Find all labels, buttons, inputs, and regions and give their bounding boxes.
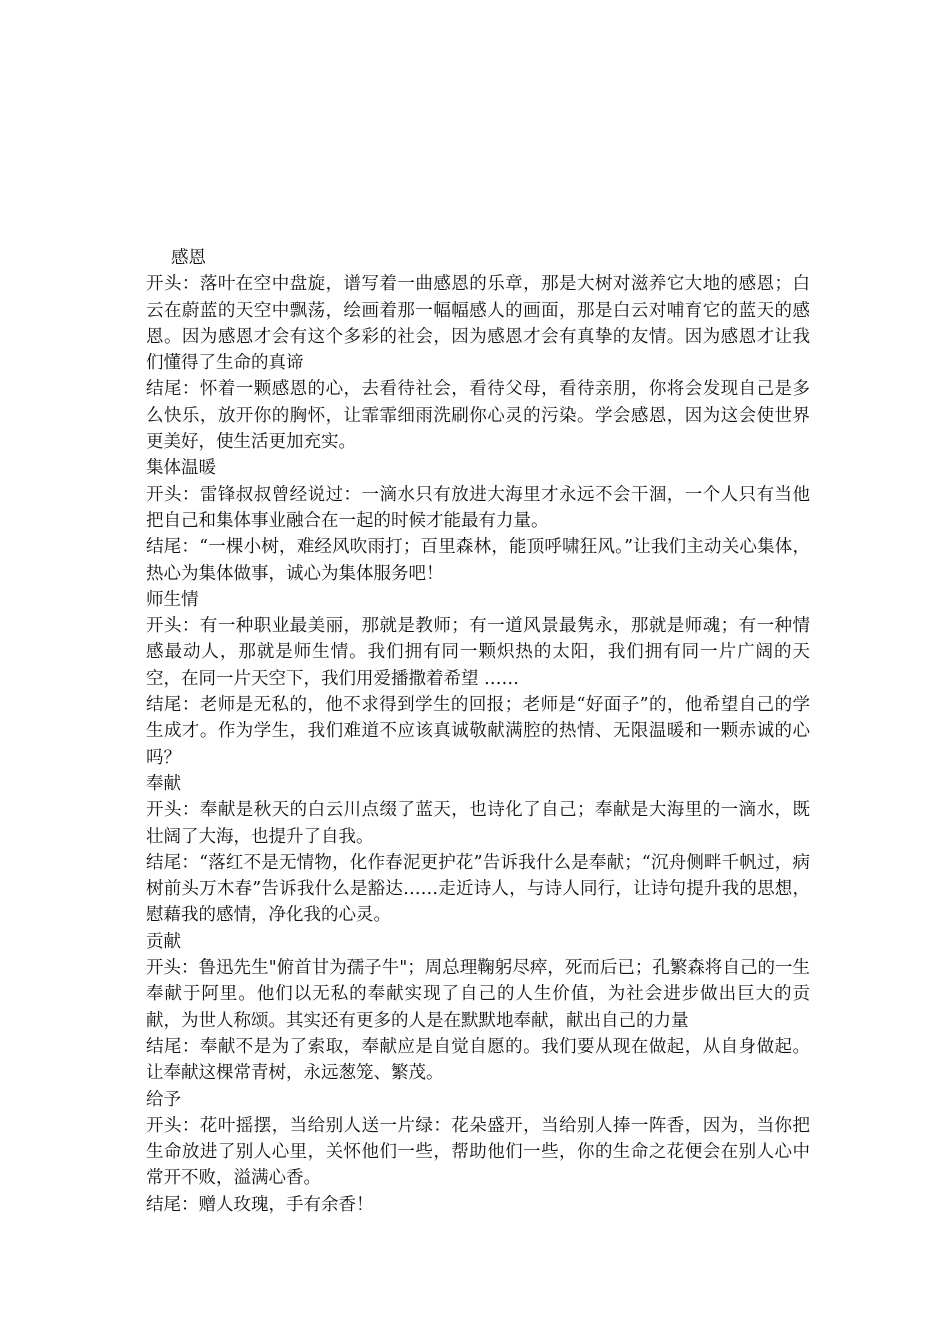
intro-opening: 开头：落叶在空中盘旋，谱写着一曲感恩的乐章，那是大树对滋养它大地的感恩；白云在蔚蓝的天空中飘荡，绘画着那一幅幅感人的画面，那是白云对哺育它的蓝天的感恩。因为感恩才会有这个多彩的社会，因为感恩才会有真挚的友情。因为感恩才让我们懂得了生命的真谛 bbox=[146, 274, 810, 374]
section-giving bbox=[146, 1087, 810, 1218]
section-heading: 集体温暖 bbox=[146, 458, 216, 479]
section-dedication bbox=[146, 771, 810, 929]
section-ending: 结尾：奉献不是为了索取，奉献应是自觉自愿的。我们要从现在做起，从自身做起。让奉献这棵常青树，永远葱笼、繁茂。 bbox=[146, 1036, 810, 1084]
section-ending: 结尾：老师是无私的，他不求得到学生的回报；老师是“好面子”的，他希望自己的学生成才。作为学生，我们难道不应该真诚敬献满腔的热情、无限温暖和一颗赤诚的心吗？ bbox=[146, 695, 810, 768]
section-ending: 结尾：赠人玫瑰，手有余香！ bbox=[146, 1194, 374, 1215]
document-body bbox=[146, 245, 810, 1218]
section-ending: 结尾：“一棵小树，难经风吹雨打；百里森林，能顶呼啸狂风。”让我们主动关心集体，热心为集体做事，诚心为集体服务吧！ bbox=[146, 537, 810, 584]
intro-ending: 结尾：怀着一颗感恩的心，去看待社会，看待父母，看待亲朋，你将会发现自己是多么快乐，放开你的胸怀，让霏霏细雨洗刷你心灵的污染。学会感恩，因为这会使世界更美好，使生活更加充实。 bbox=[146, 379, 810, 453]
section-heading: 给予 bbox=[146, 1089, 181, 1110]
section-opening: 开头：奉献是秋天的白云川点缀了蓝天，也诗化了自己；奉献是大海里的一滴水，既壮阔了大海，也提升了自我。 bbox=[146, 800, 810, 847]
section-opening: 开头：雷锋叔叔曾经说过：一滴水只有放进大海里才永远不会干涸，一个人只有当他把自己和集体事业融合在一起的时候才能最有力量。 bbox=[146, 484, 810, 531]
section-teacher-student bbox=[146, 587, 810, 771]
section-opening: 开头：有一种职业最美丽，那就是教师；有一道风景最隽永，那就是师魂；有一种情感最动人，那就是师生情。我们拥有同一颗炽热的太阳，我们拥有同一片广阔的天空，在同一片天空下，我们用爱播撒着希望 …… bbox=[146, 616, 810, 689]
section-heading: 奉献 bbox=[146, 773, 181, 794]
section-heading: 师生情 bbox=[146, 589, 199, 610]
document-title: 感恩 bbox=[171, 248, 206, 268]
section-contribution bbox=[146, 929, 810, 1087]
section-ending: 结尾：“落红不是无情物，化作春泥更护花”告诉我什么是奉献；“沉舟侧畔千帆过，病树前头万木春”告诉我什么是豁达……走近诗人，与诗人同行，让诗句提升我的思想，慰藉我的感情，净化我的心灵。 bbox=[146, 852, 810, 926]
section-opening: 开头：花叶摇摆，当给别人送一片绿：花朵盛开，当给别人捧一阵香，因为，当你把生命放进了别人心里，关怀他们一些，帮助他们一些，你的生命之花便会在别人心中常开不败，溢满心香。 bbox=[146, 1115, 810, 1189]
section-collective-warmth bbox=[146, 455, 810, 586]
section-opening: 开头：鲁迅先生"俯首甘为孺子牛"；周总理鞠躬尽瘁，死而后已；孔繁森将自己的一生奉献于阿里。他们以无私的奉献实现了自己的人生价值，为社会进步做出巨大的贡献，为世人称颂。其实还有更多的人是在默默地奉献，献出自己的力量 bbox=[146, 958, 810, 1031]
section-heading: 贡献 bbox=[146, 931, 181, 952]
